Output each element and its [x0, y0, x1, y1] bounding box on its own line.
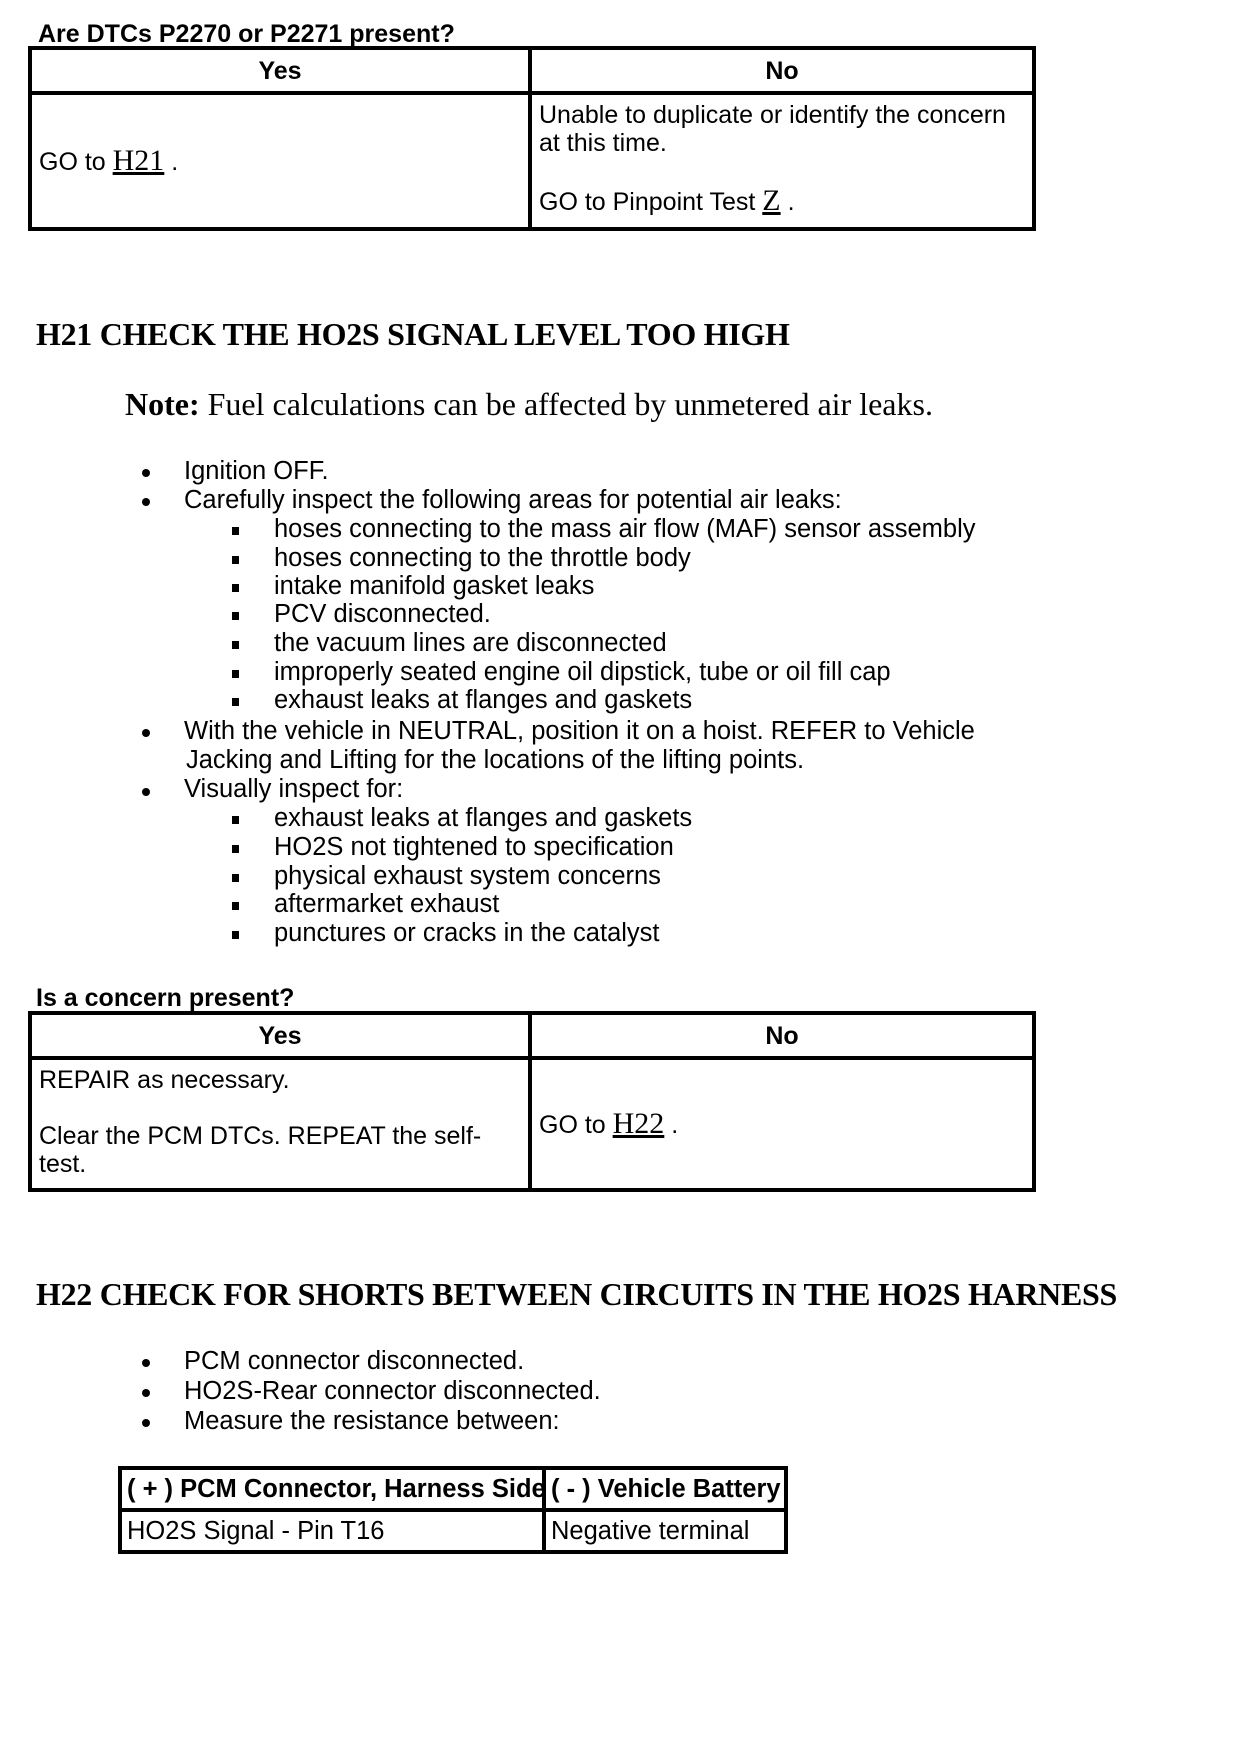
square-bullet-icon	[232, 816, 239, 824]
column-header-pcm-connector: ( + ) PCM Connector, Harness Side	[120, 1468, 544, 1510]
bullet-icon	[142, 1389, 150, 1397]
sub-item: aftermarket exhaust	[274, 890, 500, 918]
sub-item: improperly seated engine oil dipstick, tube or oil fill cap	[274, 658, 891, 686]
decision-table-dtcs	[28, 46, 1036, 231]
sub-item: exhaust leaks at flanges and gaskets	[274, 804, 693, 832]
bullet-icon	[142, 498, 150, 506]
no-action-suffix: .	[671, 1110, 679, 1139]
square-bullet-icon	[232, 874, 239, 882]
square-bullet-icon	[232, 612, 239, 620]
step-item: Ignition OFF.	[184, 457, 329, 485]
bullet-icon	[142, 469, 150, 477]
sub-item: exhaust leaks at flanges and gaskets	[274, 686, 693, 714]
step-item: Visually inspect for:	[184, 775, 404, 803]
no-cell	[530, 1058, 1034, 1190]
step-item: Measure the resistance between:	[184, 1407, 560, 1435]
square-bullet-icon	[232, 556, 239, 564]
link-h22[interactable]: H22	[612, 1106, 665, 1140]
table-row	[120, 1510, 786, 1552]
no-action-text: Unable to duplicate or identify the concern at this time.	[539, 101, 1006, 157]
yes-cell	[30, 93, 530, 229]
sub-item: punctures or cracks in the catalyst	[274, 919, 660, 947]
no-action-prefix: GO to Pinpoint Test	[539, 188, 756, 216]
yes-header: Yes	[30, 48, 530, 93]
step-item: Carefully inspect the following areas for potential air leaks:	[184, 486, 842, 514]
no-action-prefix: GO to	[539, 1110, 606, 1139]
step-item: PCM connector disconnected.	[184, 1347, 525, 1375]
sub-item: hoses connecting to the throttle body	[274, 544, 691, 572]
step-title-h22: H22 CHECK FOR SHORTS BETWEEN CIRCUITS IN THE HO2S HARNESS	[36, 1276, 1117, 1312]
measurement-table	[118, 1466, 788, 1554]
square-bullet-icon	[232, 931, 239, 939]
sub-item: the vacuum lines are disconnected	[274, 629, 667, 657]
note-label: Note:	[125, 386, 200, 422]
cell-battery-terminal: Negative terminal	[544, 1510, 786, 1552]
no-header: No	[530, 1013, 1034, 1058]
yes-action-clear-dtcs: Clear the PCM DTCs. REPEAT the self-test.	[39, 1122, 482, 1178]
no-cell	[530, 93, 1034, 229]
question-concern-present: Is a concern present?	[36, 984, 295, 1012]
square-bullet-icon	[232, 698, 239, 706]
yes-action-repair: REPAIR as necessary.	[39, 1066, 290, 1094]
square-bullet-icon	[232, 584, 239, 592]
square-bullet-icon	[232, 641, 239, 649]
decision-table-concern	[28, 1011, 1036, 1192]
question-dtcs-present: Are DTCs P2270 or P2271 present?	[38, 20, 455, 48]
step-item: With the vehicle in NEUTRAL, position it on a hoist. REFER to Vehicle	[184, 717, 975, 745]
yes-action-suffix: .	[171, 147, 179, 176]
sub-item: HO2S not tightened to specification	[274, 833, 674, 861]
bullet-icon	[142, 729, 150, 737]
no-header: No	[530, 48, 1034, 93]
yes-cell	[30, 1058, 530, 1190]
step-item-continuation: Jacking and Lifting for the locations of the lifting points.	[186, 746, 805, 774]
sub-item: hoses connecting to the mass air flow (MAF) sensor assembly	[274, 515, 976, 543]
step-title-h21: H21 CHECK THE HO2S SIGNAL LEVEL TOO HIGH	[36, 316, 790, 352]
square-bullet-icon	[232, 845, 239, 853]
sub-item: physical exhaust system concerns	[274, 862, 661, 890]
link-pinpoint-test-z[interactable]: Z	[762, 184, 781, 217]
bullet-icon	[142, 788, 150, 796]
yes-action-prefix: GO to	[39, 147, 106, 176]
bullet-icon	[142, 1359, 150, 1367]
link-h21[interactable]: H21	[112, 143, 165, 177]
square-bullet-icon	[232, 902, 239, 910]
no-action-suffix: .	[787, 188, 795, 216]
sub-item: intake manifold gasket leaks	[274, 572, 595, 600]
yes-header: Yes	[30, 1013, 530, 1058]
square-bullet-icon	[232, 527, 239, 535]
bullet-icon	[142, 1419, 150, 1427]
sub-item: PCV disconnected.	[274, 600, 491, 628]
step-item: HO2S-Rear connector disconnected.	[184, 1377, 601, 1405]
note	[125, 386, 933, 422]
square-bullet-icon	[232, 670, 239, 678]
cell-pcm-pin: HO2S Signal - Pin T16	[120, 1510, 544, 1552]
column-header-vehicle-battery: ( - ) Vehicle Battery	[544, 1468, 786, 1510]
note-text: Fuel calculations can be affected by unmetered air leaks.	[199, 386, 933, 422]
